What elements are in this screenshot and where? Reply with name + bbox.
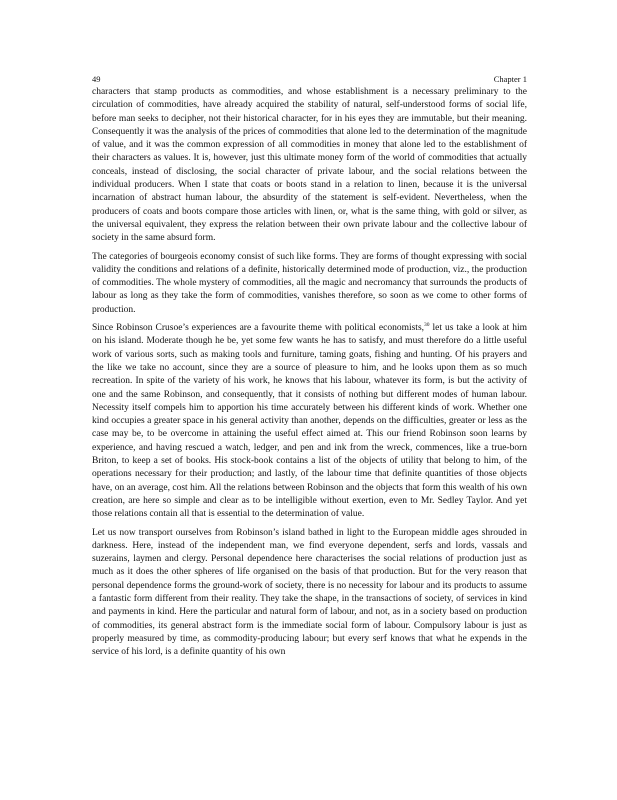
page-number: 49: [92, 74, 101, 84]
paragraph-4: Let us now transport ourselves from Robinson’s island bathed in light to the European middle ages shrouded in darkness. Here, instead of the independent man, we find everyone dependent, serfs and lords, vassals and suzerains, laymen and clergy. Personal dependence here characterises the social relations of production just as much as it does the other spheres of life organised on the basis of that production. But for the very reason that personal dependence forms the ground-work of society, there is no necessity for labour and its products to assume a fantastic form different from their reality. They take the shape, in the transactions of society, of services in kind and payments in kind. Here the particular and natural form of labour, and not, as in a society based on production of commodities, its general abstract form is the immediate social form of labour. Compulsory labour is just as properly measured by time, as commodity-producing labour; but every serf knows that what he expends in the service of his lord, is a definite quantity of his own: [92, 527, 527, 658]
paragraph-3: [92, 322, 527, 521]
paragraph-2: The categories of bourgeois economy consist of such like forms. They are forms of thought expressing with social validity the conditions and relations of a definite, historically determined mode of production, viz., the production of commodities. The whole mystery of commodities, all the magic and necromancy that surrounds the products of labour as long as they take the form of commodities, vanishes therefore, so soon as we come to other forms of production.: [92, 251, 527, 315]
page-header: [92, 74, 527, 85]
footnote-reference[interactable]: 30: [424, 322, 430, 329]
paragraph-3-text-before-note: Since Robinson Crusoe’s experiences are a favourite theme with political economists,: [92, 323, 425, 334]
paragraph-1: characters that stamp products as commodities, and whose establishment is a necessary preliminary to the circulation of commodities, have already acquired the stability of natural, self-understood forms of social life, before man seeks to decipher, not their historical character, for in his eyes they are immutable, but their meaning. Consequently it was the analysis of the prices of commodities that alone led to the determination of the magnitude of value, and it was the common expression of all commodities in money that alone led to the establishment of their characters as values. It is, however, just this ultimate money form of the world of commodities that actually conceals, instead of disclosing, the social character of private labour, and the social relations between the individual producers. When I state that coats or boots stand in a relation to linen, because it is the universal incarnation of abstract human labour, the absurdity of the statement is self-evident. Nevertheless, when the producers of coats and boots compare those articles with linen, or, what is the same thing, with gold or silver, as the universal equivalent, they express the relation between their own private labour and the collective labour of society in the same absurd form.: [92, 87, 527, 244]
paragraph-3-text-after-note: let us take a look at him on his island. Moderate though he be, yet some few wants he has to satisfy, and must therefore do a little useful work of various sorts, such as making tools and furniture, taming goats, fishing and hunting. Of his prayers and the like we take no account, since they are a source of pleasure to him, and he looks upon them as so much recreation. In spite of the variety of his work, he knows that his labour, whatever its form, is but the activity of one and the same Robinson, and consequently, that it consists of nothing but different modes of human labour. Necessity itself compels him to apportion his time accurately between his different kinds of work. Whether one kind occupies a greater space in his general activity than another, depends on the difficulties, greater or less as the case may be, to be overcome in attaining the useful effect aimed at. This our friend Robinson soon learns by experience, and having rescued a watch, ledger, and pen and ink from the wreck, commences, like a true-born Briton, to keep a set of books. His stock-book contains a list of the objects of utility that belong to him, of the operations necessary for their production; and lastly, of the labour time that definite quantities of those objects have, on an average, cost him. All the relations between Robinson and the objects that form this wealth of his own creation, are here so simple and clear as to be intelligible without exertion, even to Mr. Sedley Taylor. And yet those relations contain all that is essential to the determination of value.: [92, 323, 527, 520]
chapter-label: Chapter 1: [493, 74, 527, 84]
document-page: [92, 74, 527, 664]
